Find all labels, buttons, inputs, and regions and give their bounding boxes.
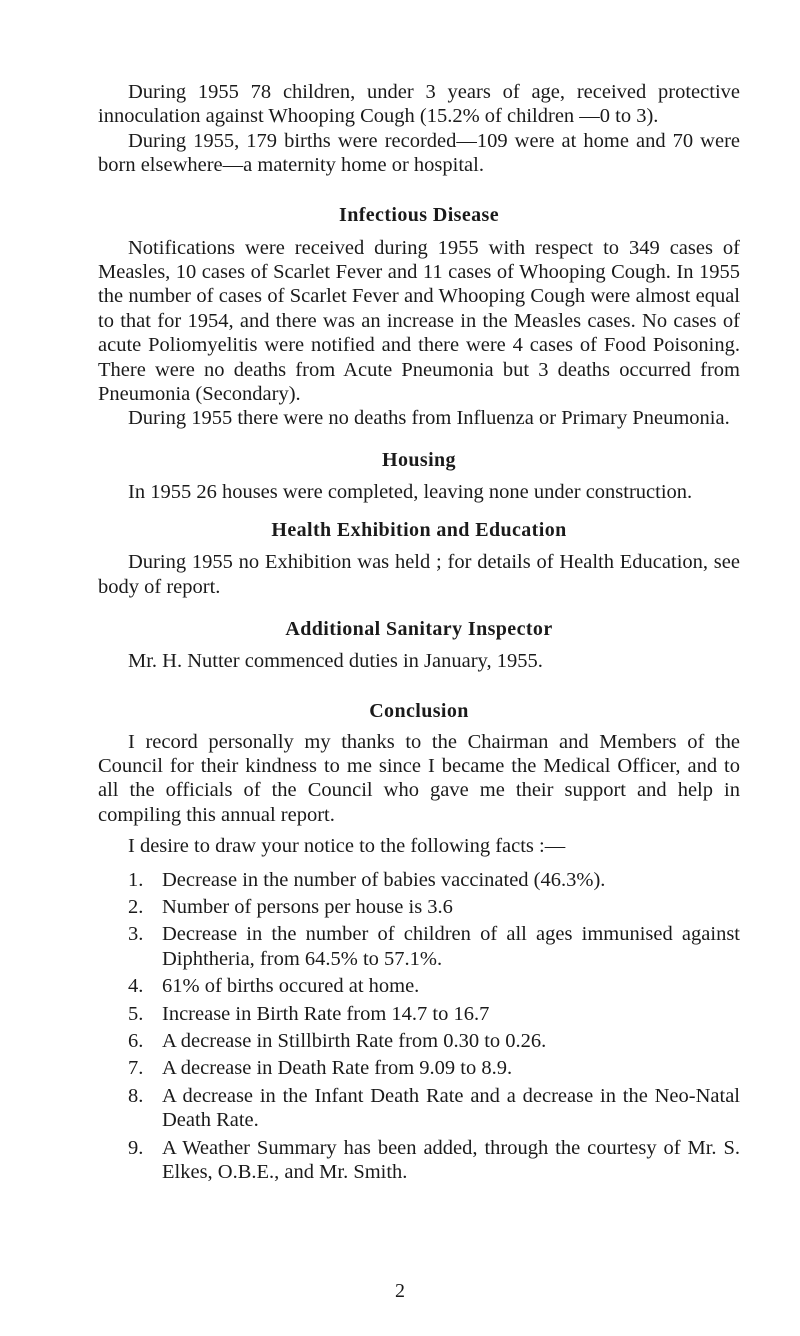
list-item-number: 8. (128, 1084, 144, 1107)
page-number: 2 (395, 1280, 405, 1302)
list-item-text: Decrease in the number of children of all ages immunised against Diphtheria, from 64.5% to 57.1%. (162, 923, 740, 970)
text-column (98, 80, 740, 1187)
list-item-text: Number of persons per house is 3.6 (162, 895, 453, 918)
list-item-number: 2. (128, 895, 144, 918)
list-item-number: 6. (128, 1029, 144, 1052)
list-item (98, 922, 740, 971)
list-item (98, 1002, 740, 1026)
health-paragraph: During 1955 no Exhibition was held ; for details of Health Education, see body of report. (98, 551, 740, 598)
list-item-text: Decrease in the number of babies vaccinated (46.3%). (162, 868, 606, 891)
housing-paragraph: In 1955 26 houses were completed, leaving none under construction. (128, 480, 693, 503)
inspector-paragraph: Mr. H. Nutter commenced duties in January, 1955. (128, 650, 543, 673)
list-item (98, 1029, 740, 1053)
list-item-number: 3. (128, 923, 144, 946)
list-item-number: 4. (128, 975, 144, 998)
intro-paragraph-births: During 1955, 179 births were recorded—109 were at home and 70 were born elsewhere—a maternity home or hospital. (98, 129, 740, 177)
section-heading-conclusion: Conclusion (369, 699, 469, 722)
list-item (98, 974, 740, 998)
infectious-paragraph-influenza: During 1955 there were no deaths from Influenza or Primary Pneumonia. (128, 407, 730, 430)
list-item (98, 1136, 740, 1185)
list-item-text: A decrease in the Infant Death Rate and a decrease in the Neo-Natal Death Rate. (162, 1084, 740, 1132)
list-item-number: 7. (128, 1057, 144, 1080)
conclusion-paragraph-notice: I desire to draw your notice to the following facts :— (128, 835, 566, 858)
section-heading-sanitary-inspector: Additional Sanitary Inspector (285, 618, 553, 641)
list-item-text: 61% of births occured at home. (162, 975, 420, 998)
list-item (98, 895, 740, 919)
list-item-number: 5. (128, 1002, 144, 1025)
list-item-text: A decrease in Death Rate from 9.09 to 8.9. (162, 1057, 513, 1080)
list-item-number: 1. (128, 868, 144, 891)
section-heading-health-exhibition: Health Exhibition and Education (271, 519, 567, 542)
conclusion-paragraph-thanks: I record personally my thanks to the Chairman and Members of the Council for their kindness to me since I became the Medical Officer, and to all the officials of the Council who gave me their support and help in compiling this annual report. (98, 730, 740, 826)
infectious-paragraph-notifications: Notifications were received during 1955 with respect to 349 cases of Measles, 10 cases of Scarlet Fever and 11 cases of Whooping Cough. In 1955 the number of cases of Scarlet Fever and Whooping Cough were almost equal to that for 1954, and there was an increase in the Measles cases. No cases of acute Poliomyelitis were notified and there were 4 cases of Food Poisoning. There were no deaths from Acute Pneumonia but 3 deaths occurred from Pneumonia (Secondary). (98, 236, 740, 406)
list-item (98, 1084, 740, 1133)
intro-paragraph-whooping-cough: During 1955 78 children, under 3 years of age, received protective innoculation against Whooping Cough (15.2% of children —0 to 3). (98, 81, 740, 128)
list-item-text: A decrease in Stillbirth Rate from 0.30 to 0.26. (162, 1029, 547, 1052)
list-item (98, 1056, 740, 1080)
section-heading-housing: Housing (382, 448, 456, 471)
list-item-text: A Weather Summary has been added, through the courtesy of Mr. S. Elkes, O.B.E., and Mr. Smith. (162, 1136, 740, 1183)
section-heading-infectious-disease: Infectious Disease (339, 203, 499, 226)
list-item (98, 868, 740, 892)
list-item-text: Increase in Birth Rate from 14.7 to 16.7 (162, 1002, 490, 1025)
facts-list (98, 868, 740, 1185)
list-item-number: 9. (128, 1136, 144, 1159)
